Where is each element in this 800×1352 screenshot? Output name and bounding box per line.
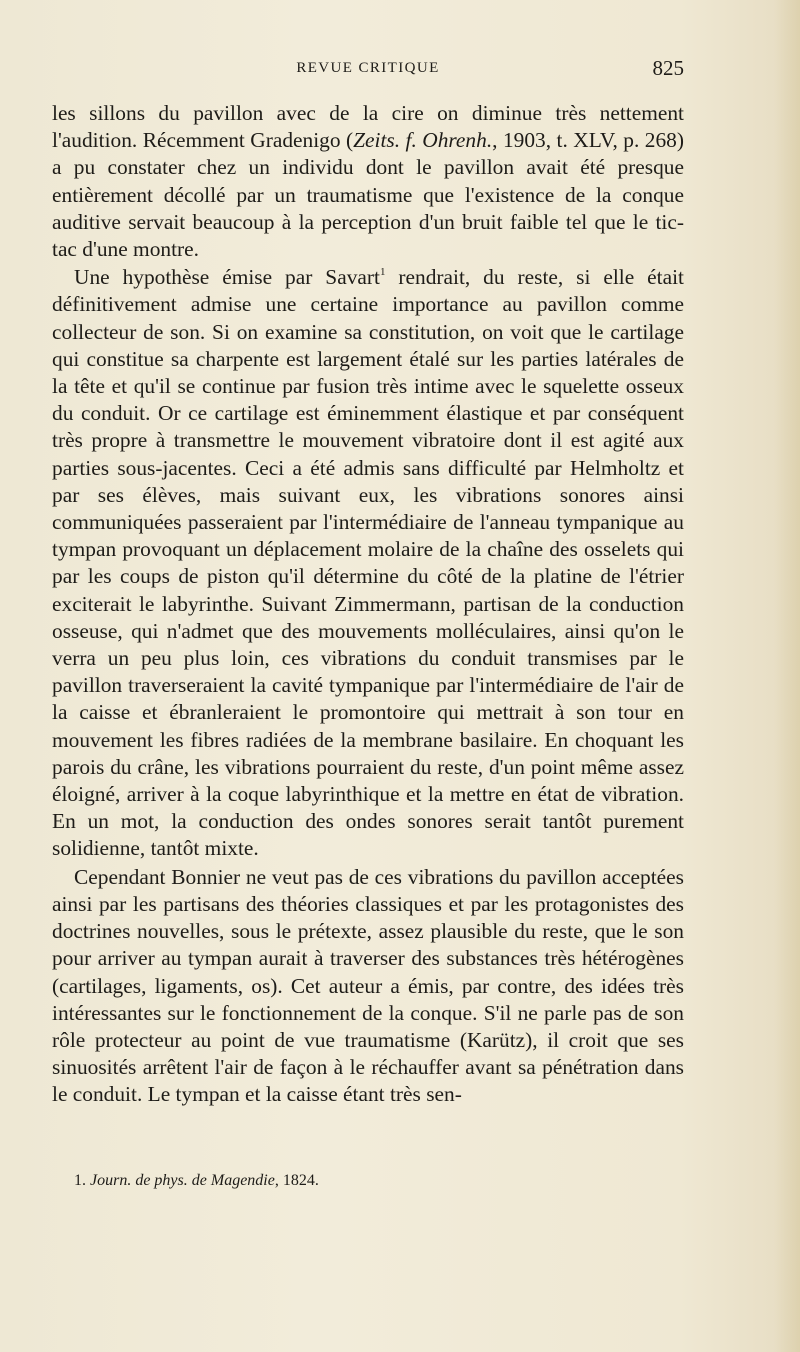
footnote-journal: Journ. de phys. de Magendie: [90, 1172, 275, 1189]
footnote-marker: 1.: [74, 1172, 86, 1189]
page-header: [52, 56, 684, 90]
footnote-year: , 1824.: [274, 1172, 319, 1189]
page-number: 825: [652, 56, 684, 80]
text-run: Cependant Bonnier ne veut pas de ces vibrations du pavillon acceptées ainsi par les partisans des théories classiques et par les protagonistes des doctrines nouvelles, sous le prétexte, assez plausible du reste, que le son pour arriver au tympan aurait à traverser des substances très hétérogènes (cartilages, ligaments, os). Cet auteur a émis, par contre, des idées très intéressantes sur le fonctionnement de la conque. S'il ne parle pas de son rôle protecteur au point de vue traumatisme (Karütz), il croit que ses sinuosités arrêtent l'air de façon à le réchauffer avant sa pénétration dans le conduit. Le tympan et la caisse étant très sen-: [52, 864, 684, 1107]
text-run: Une hypothèse émise par Savart: [74, 265, 380, 290]
paragraph: [52, 100, 684, 263]
paragraph: [52, 264, 684, 862]
page-edge-shading: [774, 0, 800, 1352]
italic-text: Zeits. f. Ohrenh.: [353, 128, 493, 153]
paragraph: [52, 864, 684, 1109]
footnote: [74, 1172, 684, 1190]
text-run: , 1903, t. XLV, p. 268) a pu constater chez un individu dont le pavillon avait été presque entièrement décollé par un traumatisme que l'existence de la conque auditive servait beaucoup à la perception d'un bruit faible tel que le tic-tac d'une montre.: [52, 128, 684, 262]
text-run: les sillons du pavillon avec de la cire on diminue très nettement l'audition. Récemment Gradenigo (: [52, 101, 684, 153]
running-title: REVUE CRITIQUE: [296, 60, 440, 76]
text-run: rendrait, du reste, si elle était définitivement admise une certaine importance au pavillon comme collecteur de son. Si on examine sa constitution, on voit que le cartilage qui constitue sa charpente est largement étalé sur les parties latérales de la tête et qu'il se continue par fusion très intime avec le squelette osseux du conduit. Or ce cartilage est éminemment élastique et par conséquent très propre à transmettre le mouvement vibratoire dont il est agité aux parties sous-jacentes. Ceci a été admis sans difficulté par Helmholtz et par ses élèves, mais suivant eux, les vibrations sonores ainsi communiquées passeraient par l'intermédiaire de l'anneau tympanique au tympan provoquant un déplacement molaire de la chaîne des osselets qui par les coups de piston qu'il détermine du côté de la platine de l'étrier exciterait le labyrinthe. Suivant Zimmermann, partisan de la conduction osseuse, qui n'admet que des mouvements molléculaires, ainsi qu'on le verra un peu plus loin, ces vibrations du conduit transmises par le pavillon traverseraient la cavité tympanique par l'intermédiaire de l'air de la caisse et ébranleraient le promontoire qui mettrait à son tour en mouvement les fibres radiées de la membrane basilaire. En choquant les parois du crâne, les vibrations pourraient du reste, d'un point même assez éloigné, arriver à la coque labyrinthique et la mettre en état de vibration. En un mot, la conduction des ondes sonores serait tantôt purement solidienne, tantôt mixte.: [52, 265, 684, 861]
footnote-reference: 1: [379, 266, 386, 279]
body-text: [52, 100, 684, 1109]
